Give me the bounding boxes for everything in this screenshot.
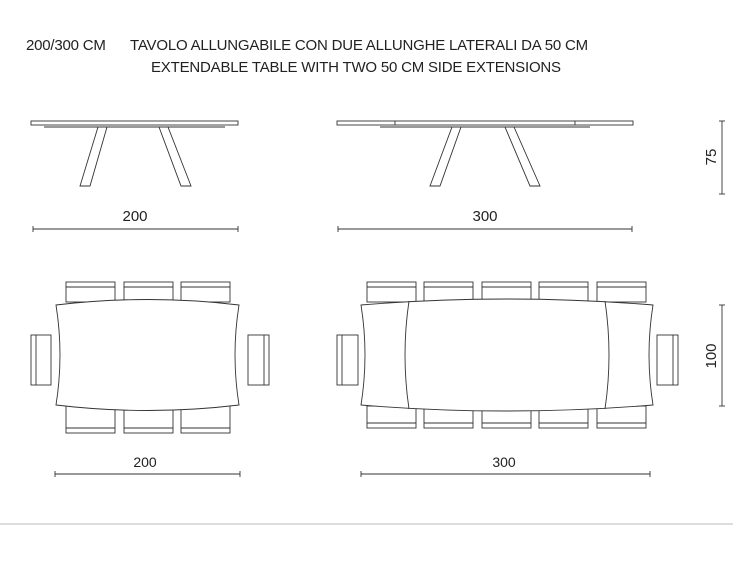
chair [66, 282, 115, 302]
chair [657, 335, 678, 385]
chair [181, 282, 230, 302]
title-english: EXTENDABLE TABLE WITH TWO 50 CM SIDE EXTENSIONS [151, 59, 561, 76]
chair [248, 335, 269, 385]
dimension-line-top-closed [55, 471, 240, 477]
top-view-closed [31, 282, 269, 433]
title-italian: TAVOLO ALLUNGABILE CON DUE ALLUNGHE LATERALI DA 50 CM [130, 37, 588, 54]
dim-label-depth: 100 [703, 343, 720, 369]
chair [424, 282, 473, 302]
table-leg-right [505, 127, 540, 186]
chair [31, 335, 51, 385]
dim-label-top-open: 300 [492, 454, 516, 470]
chair [367, 406, 416, 428]
chair [66, 406, 115, 433]
dim-label-top-closed: 200 [133, 454, 157, 470]
dim-label-side-open: 300 [472, 208, 498, 225]
chair [124, 282, 173, 302]
dimension-line-side-open [338, 226, 632, 232]
side-view-extended [337, 121, 633, 186]
table-leg-left [80, 127, 107, 186]
side-view-closed [31, 121, 238, 186]
top-view-extended [337, 282, 678, 428]
chair [337, 335, 358, 385]
dimension-line-side-closed [33, 226, 238, 232]
dimension-line-top-open [361, 471, 650, 477]
chair [597, 406, 646, 428]
dim-label-height: 75 [703, 148, 720, 166]
table-leg-right [159, 127, 191, 186]
tabletop [56, 300, 239, 411]
chair [367, 282, 416, 302]
size-label: 200/300 CM [26, 37, 106, 54]
chair [597, 282, 646, 302]
chair [181, 406, 230, 433]
table-leg-left [430, 127, 461, 186]
dim-label-side-closed: 200 [122, 208, 148, 225]
